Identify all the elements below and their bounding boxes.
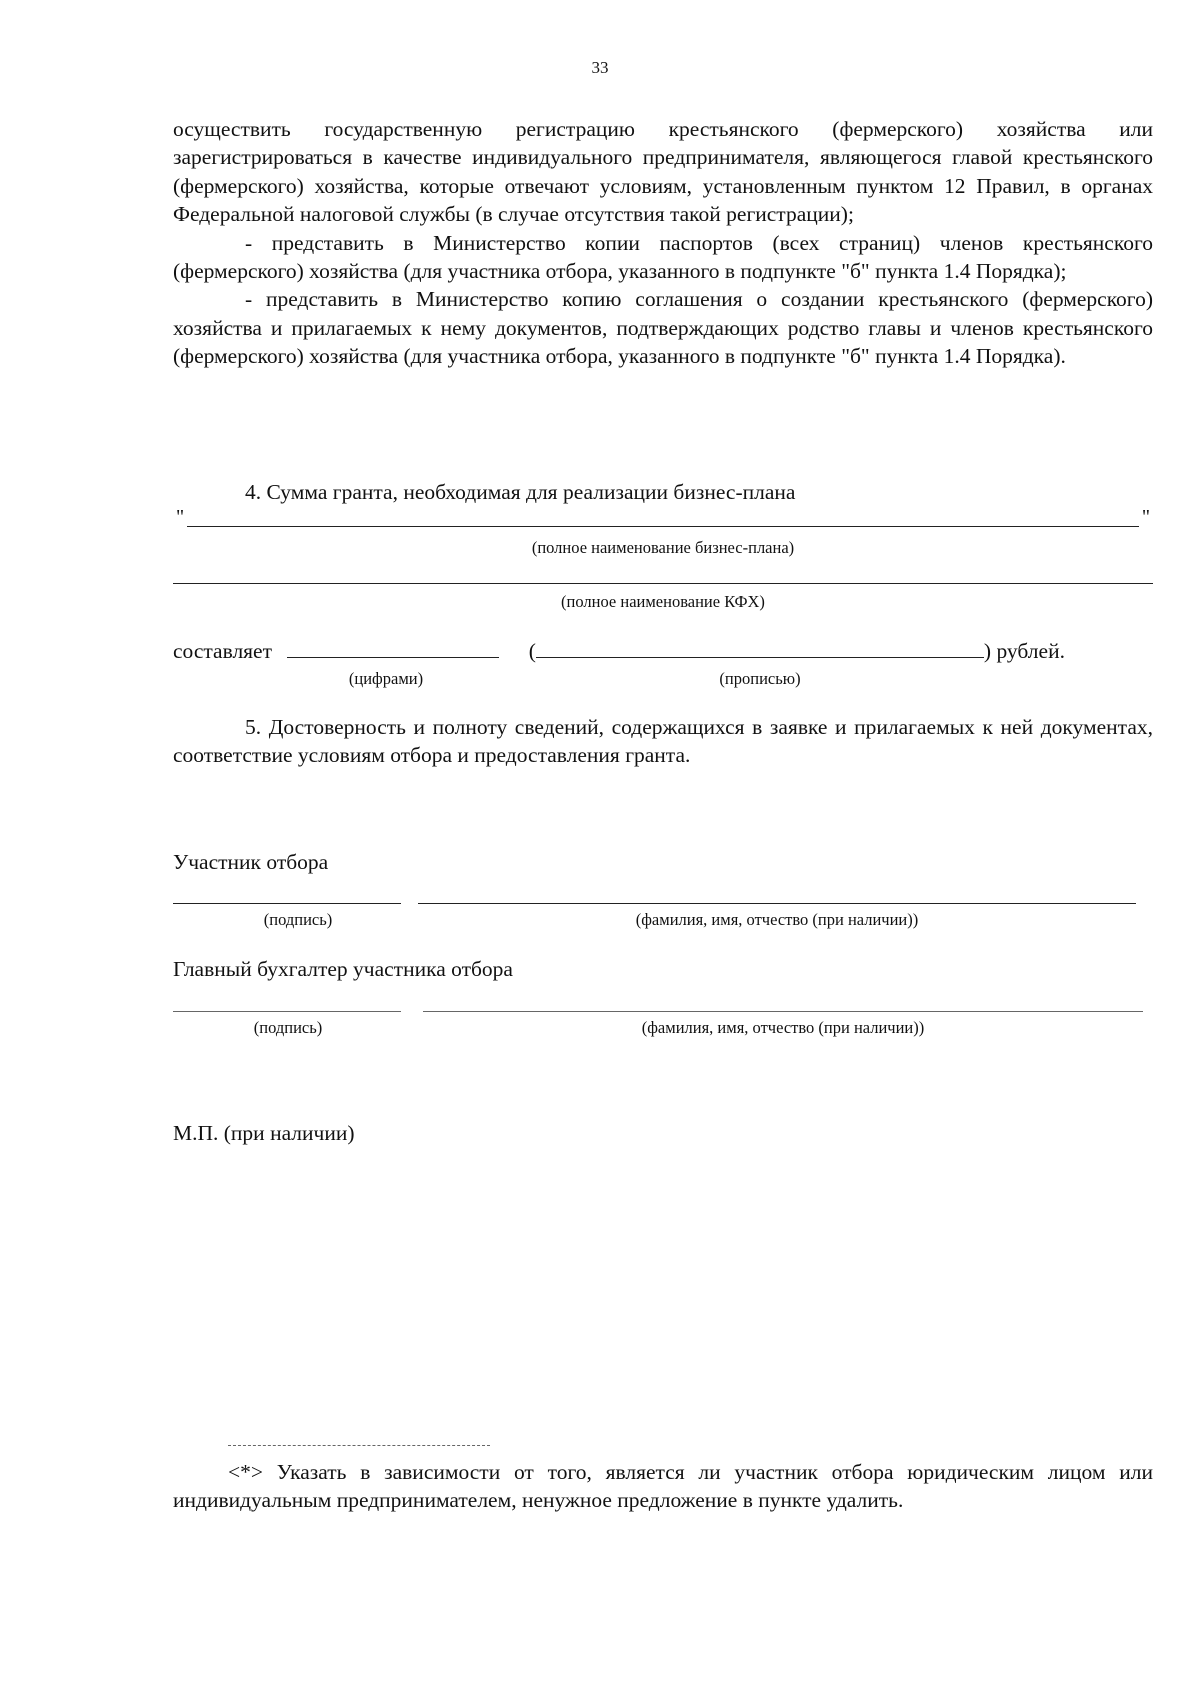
- section-4-heading: 4. Сумма гранта, необходимая для реализации бизнес-плана: [245, 480, 796, 504]
- page-number: 33: [591, 58, 609, 77]
- obligations-text: [173, 115, 1153, 371]
- participant-signature-field[interactable]: [173, 903, 401, 904]
- paragraph-agreement: - представить в Министерство копию соглашения о создании крестьянского (фермерского) хозяйства и прилагаемых к нему документов, подтверждающих родство главы и членов крестьянского (фермерского) хозяйства (для участника отбора, указанного в подпункте "б" пункта 1.4 Порядка).: [173, 287, 1153, 369]
- amount-suffix: ) рублей.: [983, 639, 1065, 663]
- paragraph-passports: - представить в Министерство копии паспортов (всех страниц) членов крестьянского (фермерского) хозяйства (для участника отбора, указанного в подпункте "б" пункта 1.4 Порядка);: [173, 230, 1153, 284]
- caption-accountant-name: (фамилия, имя, отчество (при наличии)): [641, 1018, 925, 1037]
- stamp-label: М.П. (при наличии): [173, 1121, 355, 1145]
- amount-label: составляет: [173, 639, 272, 663]
- business-plan-name-line: [187, 526, 1139, 527]
- accountant-name-field[interactable]: [423, 1011, 1143, 1012]
- opening-quote: ": [176, 506, 185, 528]
- accountant-signature-field[interactable]: [173, 1011, 401, 1012]
- amount-digits-field[interactable]: [287, 639, 499, 658]
- kfh-name-field[interactable]: [173, 583, 1153, 584]
- accountant-label: Главный бухгалтер участника отбора: [173, 957, 513, 981]
- section-5-text: 5. Достоверность и полноту сведений, содержащихся в заявке и прилагаемых к ней документах, соответствие условиям отбора и предоставления гранта.: [173, 715, 1153, 768]
- amount-row: [173, 639, 1065, 664]
- footnote: <*> Указать в зависимости от того, является ли участник отбора юридическим лицом или индивидуальным предпринимателем, ненужное предложение в пункте удалить.: [173, 1460, 1153, 1513]
- footnote-separator: [228, 1445, 490, 1446]
- business-plan-name-field[interactable]: [173, 506, 1153, 528]
- caption-words: (прописью): [719, 669, 801, 688]
- amount-words-field[interactable]: [536, 639, 984, 658]
- caption-participant-name: (фамилия, имя, отчество (при наличии)): [635, 910, 919, 929]
- caption-business-plan: (полное наименование бизнес-плана): [531, 538, 795, 557]
- caption-kfh: (полное наименование КФХ): [561, 592, 765, 611]
- caption-accountant-signature: (подпись): [253, 1018, 323, 1037]
- paragraph-registration: осуществить государственную регистрацию крестьянского (фермерского) хозяйства или зарегистрироваться в качестве индивидуального предпринимателя, являющегося главой крестьянского (фермерского) хозяйства, которые отвечают условиям, установленным пунктом 12 Правил, в органах Федеральной налоговой службы (в случае отсутствия такой регистрации);: [173, 117, 1153, 227]
- participant-name-field[interactable]: [418, 903, 1136, 904]
- participant-label: Участник отбора: [173, 850, 329, 874]
- caption-digits: (цифрами): [348, 669, 424, 688]
- amount-paren-open: (: [528, 639, 536, 663]
- closing-quote: ": [1141, 506, 1150, 528]
- caption-participant-signature: (подпись): [263, 910, 333, 929]
